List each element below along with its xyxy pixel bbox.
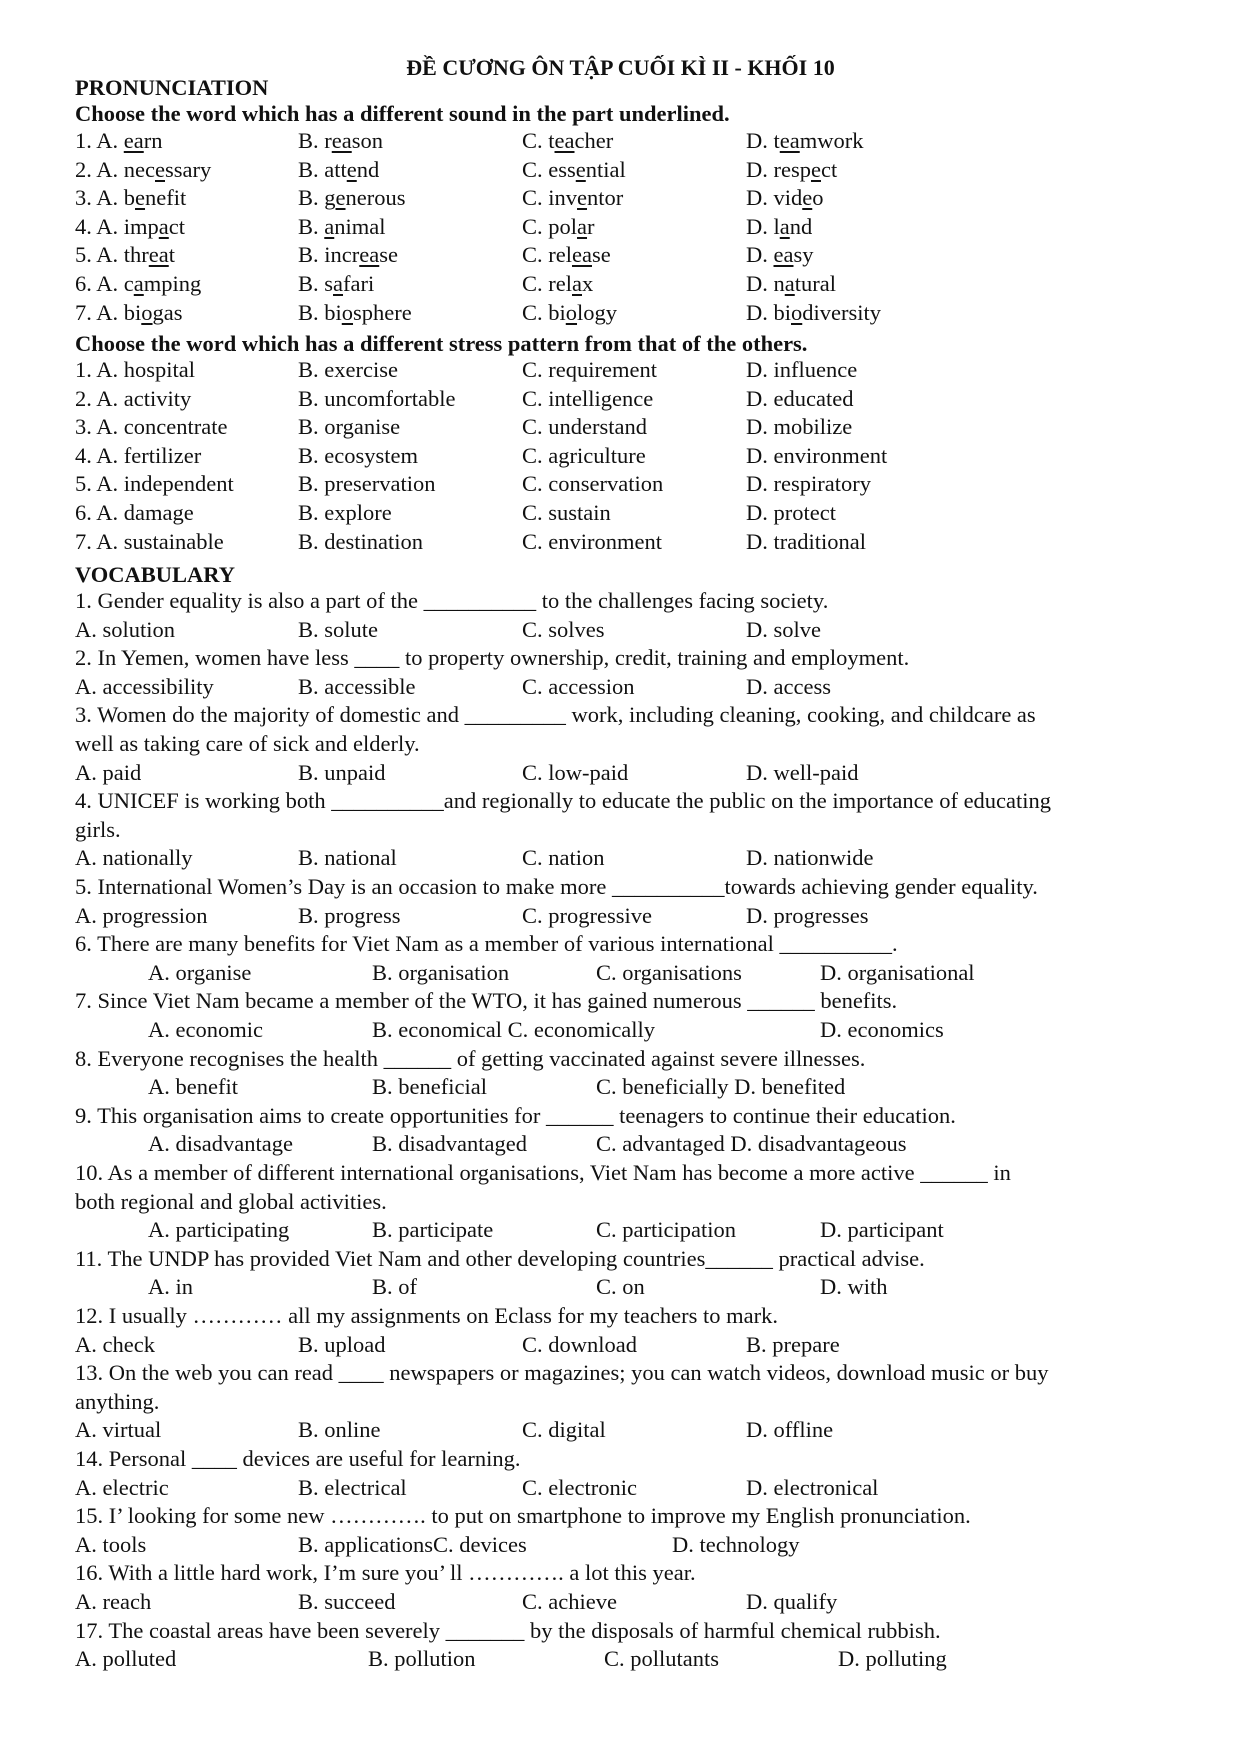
option-d: D. protect xyxy=(746,500,836,525)
underlined-part: e xyxy=(155,156,165,182)
option-c: C. sustain xyxy=(522,500,611,525)
question-line: 16. With a little hard work, I’m sure you’ ll …………. a lot this year. xyxy=(75,1560,696,1586)
answer-option: A. paid xyxy=(75,759,142,785)
option-b: B. reason xyxy=(298,128,383,153)
option-a: 2. A. necessary xyxy=(75,156,212,182)
question-line: 8. Everyone recognises the health ______ of getting vaccinated against severe illnesses. xyxy=(75,1045,866,1071)
option-b: B. increase xyxy=(298,242,398,268)
option-b: B. generous xyxy=(298,185,406,211)
option-c: C. conservation xyxy=(522,471,664,497)
question-line: 15. I’ looking for some new …………. to put on smartphone to improve my English pronunciation. xyxy=(75,1503,971,1529)
answer-option: A. in xyxy=(148,1274,193,1300)
answer-option: B. pollution xyxy=(368,1646,476,1672)
option-d: D. easy xyxy=(746,242,814,268)
question-line: 2. In Yemen, women have less ____ to property ownership, credit, training and employment. xyxy=(75,645,910,671)
answer-option: A. solution xyxy=(75,616,176,642)
answer-option: B. of xyxy=(372,1274,417,1300)
answer-option: D. solve xyxy=(746,616,821,642)
option-d: D. mobilize xyxy=(746,414,853,440)
option-c: C. requirement xyxy=(522,357,657,382)
question-line: 1. Gender equality is also a part of the __________ to the challenges facing society. xyxy=(75,588,829,613)
answer-option: D. nationwide xyxy=(746,845,874,871)
option-c: C. environment xyxy=(522,528,662,554)
answer-option: C. digital xyxy=(522,1417,606,1443)
answer-option: D. electronical xyxy=(746,1474,879,1500)
answer-option: C. nation xyxy=(522,845,605,871)
option-d: D. land xyxy=(746,213,813,239)
underlined-part: ea xyxy=(148,242,169,268)
answer-option: D. with xyxy=(820,1274,888,1300)
answer-option: A. polluted xyxy=(75,1646,177,1672)
option-d: D. educated xyxy=(746,385,854,411)
answer-option: A. check xyxy=(75,1331,155,1357)
answer-option: D. organisational xyxy=(820,959,975,985)
question-line: 13. On the web you can read ____ newspapers or magazines; you can watch videos, download music or buy xyxy=(75,1360,1049,1386)
answer-option: C. participation xyxy=(596,1217,736,1243)
answer-option: A. electric xyxy=(75,1474,169,1500)
option-b: B. ecosystem xyxy=(298,442,418,468)
answer-option: D. qualify xyxy=(746,1589,838,1614)
answer-option: A. accessibility xyxy=(75,673,214,699)
underlined-part: a xyxy=(577,213,588,239)
option-b: B. destination xyxy=(298,528,423,554)
answer-option: C. download xyxy=(522,1331,637,1357)
option-c: C. biology xyxy=(522,299,618,325)
option-d: D. biodiversity xyxy=(746,299,881,325)
option-d: D. influence xyxy=(746,357,858,382)
option-d: D. environment xyxy=(746,442,888,468)
question-line: well as taking care of sick and elderly. xyxy=(75,731,420,756)
answer-option: A. virtual xyxy=(75,1417,162,1443)
answer-option: C. beneficially D. benefited xyxy=(596,1074,846,1100)
section-vocabulary: VOCABULARY xyxy=(75,562,236,587)
page-title: ĐỀ CƯƠNG ÔN TẬP CUỐI KÌ II - KHỐI 10 xyxy=(406,55,835,80)
answer-option: A. benefit xyxy=(148,1074,238,1100)
question-line: 7. Since Viet Nam became a member of the WTO, it has gained numerous ______ benefits. xyxy=(75,988,898,1014)
underlined-part: ea xyxy=(123,128,144,153)
option-b: B. explore xyxy=(298,500,392,525)
answer-option: B. participate xyxy=(372,1217,494,1243)
question-line: 6. There are many benefits for Viet Nam as a member of various international __________. xyxy=(75,931,898,957)
underlined-part: e xyxy=(335,185,346,211)
underlined-part: e xyxy=(346,156,357,182)
answer-option: A. nationally xyxy=(75,845,193,871)
answer-option: B. beneficial xyxy=(372,1074,487,1100)
underlined-part: e xyxy=(577,185,588,211)
option-c: C. understand xyxy=(522,414,647,440)
underlined-part: e xyxy=(810,156,821,182)
answer-option: B. electrical xyxy=(298,1474,407,1500)
underlined-part: a xyxy=(324,213,335,239)
underlined-part: ea xyxy=(554,128,575,153)
option-b: B. organise xyxy=(298,414,401,440)
answer-option: B. national xyxy=(298,845,397,871)
answer-option: B. solute xyxy=(298,616,379,642)
option-c: C. polar xyxy=(522,213,595,239)
answer-option: D. access xyxy=(746,673,831,699)
option-b: B. attend xyxy=(298,156,380,182)
question-line: 10. As a member of different international organisations, Viet Nam has become a more active ______ in xyxy=(75,1160,1011,1185)
answer-option: D. progresses xyxy=(746,902,869,928)
option-a: 7. A. biogas xyxy=(75,299,183,325)
option-b: B. exercise xyxy=(298,357,398,382)
answer-option: D. technology xyxy=(672,1531,800,1557)
option-c: C. intelligence xyxy=(522,385,654,411)
answer-option: B. organisation xyxy=(372,959,510,985)
underlined-part: a xyxy=(784,271,795,296)
question-line: 9. This organisation aims to create opportunities for ______ teenagers to continue their education. xyxy=(75,1102,956,1128)
question-line: 12. I usually ………… all my assignments on Eclass for my teachers to mark. xyxy=(75,1303,778,1328)
option-a: 1. A. hospital xyxy=(75,357,196,382)
option-b: B. preservation xyxy=(298,471,436,497)
question-line: 14. Personal ____ devices are useful for learning. xyxy=(75,1446,521,1471)
underlined-part: a xyxy=(158,213,169,239)
question-line: 17. The coastal areas have been severely _______ by the disposals of harmful chemical rubbish. xyxy=(75,1617,941,1643)
answer-option: D. participant xyxy=(820,1217,944,1243)
answer-option: A. organise xyxy=(148,959,252,985)
option-b: B. biosphere xyxy=(298,299,412,325)
underlined-part: e xyxy=(802,185,813,211)
option-c: C. teacher xyxy=(522,128,614,153)
underlined-part: ea xyxy=(359,242,380,268)
question-line: 5. International Women’s Day is an occasion to make more __________towards achieving gender equality. xyxy=(75,874,1038,899)
answer-option: C. low-paid xyxy=(522,759,629,785)
instruction-stress: Choose the word which has a different stress pattern from that of the others. xyxy=(75,331,808,356)
answer-option: A. disadvantage xyxy=(148,1131,293,1157)
answer-option: C. electronic xyxy=(522,1474,637,1500)
underlined-part: a xyxy=(133,271,144,296)
answer-option: B. economical C. economically xyxy=(372,1017,656,1042)
option-a: 4. A. impact xyxy=(75,213,186,239)
answer-option: C. on xyxy=(596,1274,645,1300)
answer-option: B. prepare xyxy=(746,1331,840,1357)
option-a: 4. A. fertilizer xyxy=(75,442,202,468)
answer-option: B. unpaid xyxy=(298,759,386,785)
option-a: 3. A. benefit xyxy=(75,185,187,211)
underlined-part: a xyxy=(779,213,790,239)
question-line: 3. Women do the majority of domestic and _________ work, including cleaning, cooking, and childcare as xyxy=(75,702,1036,728)
underlined-part: ea xyxy=(572,242,592,268)
underlined-part: ea xyxy=(331,128,352,153)
answer-option: C. organisations xyxy=(596,959,742,985)
option-b: B. uncomfortable xyxy=(298,385,456,411)
option-a: 2. A. activity xyxy=(75,385,192,411)
underlined-part: o xyxy=(341,299,354,325)
answer-option: B. upload xyxy=(298,1331,386,1357)
option-b: B. safari xyxy=(298,271,375,296)
option-a: 5. A. independent xyxy=(75,471,234,497)
answer-option: C. solves xyxy=(522,616,605,642)
underlined-part: a xyxy=(572,271,582,296)
option-a: 6. A. damage xyxy=(75,500,194,525)
underlined-part: e xyxy=(135,185,146,211)
answer-option: D. polluting xyxy=(838,1646,947,1672)
section-pronunciation: PRONUNCIATION xyxy=(75,75,269,100)
option-a: 6. A. camping xyxy=(75,271,202,296)
option-a: 5. A. threat xyxy=(75,242,176,268)
option-d: D. video xyxy=(746,185,824,211)
answer-option: B. applicationsC. devices xyxy=(298,1531,527,1557)
underlined-part: ea xyxy=(779,128,800,153)
underlined-part: a xyxy=(333,271,344,296)
option-c: C. agriculture xyxy=(522,442,646,468)
answer-option: C. progressive xyxy=(522,902,652,928)
answer-option: D. economics xyxy=(820,1017,944,1042)
underlined-part: o xyxy=(565,299,578,325)
option-a: 3. A. concentrate xyxy=(75,414,228,440)
option-c: C. relax xyxy=(522,271,594,296)
question-line: girls. xyxy=(75,816,121,842)
answer-option: B. progress xyxy=(298,902,401,928)
answer-option: D. well-paid xyxy=(746,759,859,785)
option-d: D. respect xyxy=(746,156,838,182)
answer-option: A. tools xyxy=(75,1531,147,1557)
instruction-sound: Choose the word which has a different sound in the part underlined. xyxy=(75,101,730,126)
option-d: D. traditional xyxy=(746,528,866,554)
option-a: 7. A. sustainable xyxy=(75,528,224,554)
underlined-part: o xyxy=(141,299,153,325)
answer-option: B. succeed xyxy=(298,1589,396,1614)
answer-option: A. participating xyxy=(148,1217,290,1243)
answer-option: C. pollutants xyxy=(604,1646,720,1672)
underlined-part: ea xyxy=(773,242,794,268)
answer-option: C. achieve xyxy=(522,1589,617,1614)
option-d: D. teamwork xyxy=(746,128,864,153)
question-line: anything. xyxy=(75,1388,160,1414)
answer-option: C. advantaged D. disadvantageous xyxy=(596,1131,907,1157)
option-c: C. release xyxy=(522,242,611,268)
option-a: 1. A. earn xyxy=(75,128,163,153)
option-b: B. animal xyxy=(298,213,386,239)
question-line: 4. UNICEF is working both __________and regionally to educate the public on the importance of educating xyxy=(75,788,1052,814)
answer-option: A. reach xyxy=(75,1589,152,1614)
underlined-part: e xyxy=(575,156,586,182)
option-c: C. inventor xyxy=(522,185,624,211)
option-d: D. natural xyxy=(746,271,836,296)
answer-option: A. economic xyxy=(148,1017,263,1042)
question-line: both regional and global activities. xyxy=(75,1188,387,1214)
answer-option: B. disadvantaged xyxy=(372,1131,527,1157)
option-d: D. respiratory xyxy=(746,471,871,497)
answer-option: D. offline xyxy=(746,1417,834,1443)
option-c: C. essential xyxy=(522,156,626,182)
answer-option: B. accessible xyxy=(298,673,416,699)
answer-option: A. progression xyxy=(75,902,208,928)
answer-option: B. online xyxy=(298,1417,381,1443)
question-line: 11. The UNDP has provided Viet Nam and other developing countries______ practical advise. xyxy=(75,1245,925,1271)
underlined-part: o xyxy=(791,299,803,325)
answer-option: C. accession xyxy=(522,673,635,699)
